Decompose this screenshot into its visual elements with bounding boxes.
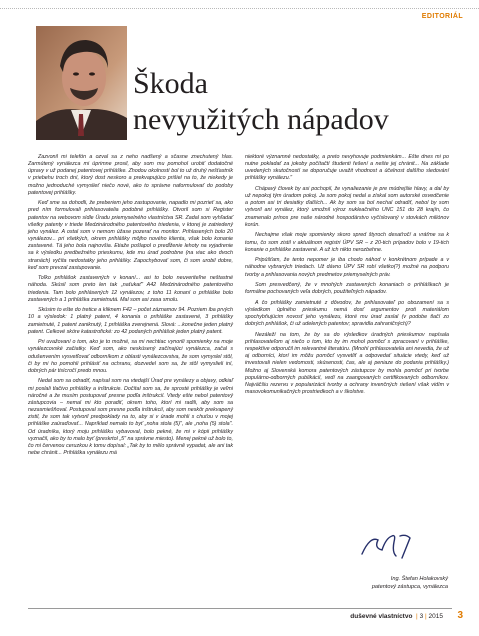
paragraph: Som presvedčený, že v mnohých zastavených konaniach o prihláškach je formálne pochovaných veľa dobrých, použiteľných nápadov. bbox=[245, 282, 449, 296]
issue-number: 3 bbox=[419, 613, 424, 620]
header-rule bbox=[0, 8, 479, 9]
signature-name: Ing. Štefan Holakovský bbox=[390, 576, 448, 582]
paragraph: Skúsim to ešte do tretice a kliknem F42 – počet záznamov 94. Pozriem iba prvých 10 a výsledok: 1 platný patent, 4 konania o prihláške zastavené, 3 prihlášky zamietnuté, 1 patent zaniknutý, 1 prihláška zverejnená. Slová: ...konečne jeden platný patent. Celkové skóre katastrofické: zo 42 podaných prihlášok jeden platný patent. bbox=[28, 307, 233, 335]
handwritten-signature bbox=[356, 530, 416, 562]
footer-rule bbox=[28, 608, 452, 609]
article-title bbox=[133, 66, 389, 138]
paragraph: Zazvonil mi telefón a ozval sa z neho nadšený a sčasne znechutený hlas. Zarmútený vynálezca mi úprimne prosil, aby som mu pomohol urobiť dodatočné úpravy v už podanej patentovej prihláške. Zhodou okolností bol to už druhý nešťastník v priebehu troch dní, ktorý dost neskoro a prekvapujúco prišiel na to, že niekedy je možno jednoduché vymyslieť niečo nové, ako to správne naformulovať do podoby patentovej prihlášky. bbox=[28, 154, 233, 196]
paragraph: Nechajme však moje spomienky skoro spred štyroch desaťročí a vráťme sa k tomu, čo som zistil v aktuálnom registri ÚPV SR – z 20-tich prípadov bolo v 19-tich konanie o prihláške zastavené. A už ich nikto nerozbehne. bbox=[245, 232, 449, 253]
paragraph: Pripúšťam, že tento nepomer je iba chodo náhod v konkrétnom prípade a v náhodne vybraných triedach. Už dávno ÚPV SR robí všetko(?) možné na podporu tvorby a prihlasovania nových predmetov priemyselných práv. bbox=[245, 257, 449, 278]
signature-block bbox=[246, 576, 448, 591]
paragraph: Nezáleží na tom, že by sa do výsledkov úradných prieskumov napísala prihlasovateľom aj niečo o tom, kto by im mohol pomôcť s zpracovaní v prihláške, respektíve odporučil im relevantné literatúru. (Mnohí prihlasovatelia ani nevedia, že už aj odborníci, ktorí im môžu pomôcť vysvetliť a odpovedať situácie vtedy, keď už investovali nielen vedomosti, skúsenosti, čas, ale aj peniaze do podania prihlášky.) Možno aj Slovenská komora patentových zástupcov by mohla pomôcť pri tvorbe populárno-odborných publikácií, vedí na zaangovaných certifikovaných odborníkov. Najväčšiu rezervu v popularizácii tvorby a ochrany invenčných riešení však vidím v masovokomunikačných prostriedkoch a v školstve. bbox=[245, 331, 449, 396]
issue-year: 2015 bbox=[428, 613, 443, 620]
left-column bbox=[28, 154, 233, 461]
paragraph: Pri uvažovaní o tom, ako je to možné, sa mi nechtiac vynorili spomienky na moje vynálezcovské začiatky. Keď som, ako neskúsený začínajúci vynálezca, začal s odušenvením vysvetľovať odborníkom z oblasti vynálezcovstva, že som vymyslel stôl, či by mi ho pomohli prihlásiť na ochranu, dozvedel som sa, že stôl vymyslieli iní, dobrých pár tisícročí predo mnou. bbox=[28, 339, 233, 374]
paragraph: Chápavý človek by asi pochopil, že vynaliezanie je pre múdrejšie hlavy, a dal by už nepokoj tým úradom pokoj. Ja som pokoj nedal a získal som autorské osvedčenie a potom asi tri desiatky ďalších... Ak by som sa bol nechal odradiť, nebol by som vytvoril ani vynález, ktorý umožnil výroz nukleačného UNC 151 do 28 krajín, čo znamenalo prínos pre naše národné hospodárstvo vyčíslovaný v stovkách miliónov korún. bbox=[245, 186, 449, 228]
author-photo bbox=[36, 26, 127, 140]
signature-role: patentový zástupca, vynálezca bbox=[371, 583, 448, 590]
section-label: EDITORIÁL bbox=[421, 13, 463, 20]
paragraph: niektoré významné nedostatky, a preto nevyhovuje podmienkám... Ešte dnes mi po nutne pokladať za jokoby počítačtí študenti řešení a nešte jej chránit... Na základe uvedených skutočností se doporučuje uvažit vhodnost a účelnost dalšího sledování prihlášky vynálezu." bbox=[245, 154, 449, 182]
paragraph: Nedal som sa odradiť, napísal som na vtedajší Úrad pre vynálezy a objavy, odkiaľ mi poslali tlačivo prihlášky a inštrukcie. Dočítal som sa, že sprosté prihlášky je veľmi náročné a že musím postupovať presne podľa inštrukcií. Vtedy ešte nebol patentový zástupcovia – nemal mi kto poradiť, okrem toho, ktorí mi radili, aby som sa nezasmiešňoval. Postupoval som presne podľa inštrukcií, aby som neskôr prekvapený zistil, že som tak vytvoril predpoklady na to, aby si v úrade mohli s chuťou v mojej prihláške zaúraďovať... Napríklad nemalo to byť „noha stola (5)", ale „noha (5) stola". Od úradníka, ktorý moju prihlášku vybavoval, bolo pekné, že mi v kópii prihlášky vyznačil, ako by to malo byť (preskrtol „5" na správne miesto). Menej pekné už bolo to, čo mi červenou ceruzkou k tomu dopísal: „Tak by to mělo správně vypadat, ale ani tak nebe chránit... Prihláška vynálezu má bbox=[28, 378, 233, 457]
right-column bbox=[245, 154, 449, 400]
publication-name: duševné vlastníctvo bbox=[350, 613, 413, 620]
title-line-2: nevyužitých nápadov bbox=[133, 103, 389, 136]
footer-separator: | bbox=[414, 613, 420, 620]
page-number: 3 bbox=[457, 610, 463, 621]
title-line-1: Škoda bbox=[133, 67, 208, 100]
footer-separator: | bbox=[423, 613, 429, 620]
paragraph: Toľko prihlášok zastavených v konaní... asi to bolo neuveriteľne neštastné náhoda. Skúsil som preto len tak „naťukať" A42 Medzinárodného patentového triedenia. Tam bolo prihlásených 12 vynálezov, z toho 11 konaní o prihláške bolo zastavených a 1 prihláška zamietnutá. Mal som asi zasa smolu. bbox=[28, 275, 233, 303]
paragraph: Keď sme sa dohodli, že preberiem jeho zastupovanie, napadlo mi pozrieť sa, ako pred ním formulovali prihlasovatelia podobné prihlášky. Otvoril som si Register patentov na webovom sídle Úradu priemyselného vlastníctva SR. Zadal som vyhľadať všetky patenty v triede Medzinárodného patentového triedenia, v ktorej je zatriedený jeho vynález. A ostal som v nemom úžase pozerať na monitor. Prihlasených bolo 20 vynálezov... pri všetkých, okrem prihlášky môjho nového klienta, však bolo konanie zastavené. Tá jeho bola najnovšia. Etiaže pošlapol o predĺženie lehoty na vyjadrenie sa k výsledku predbežného prieskumu, kde mu úrad podrobne (na viac ako dvoch stranách) vyčíta nedostatky jeho prihlášky. Zapochybovať som, či som urobil dobre, keď som prevzal zastupovanie. bbox=[28, 200, 233, 271]
footer bbox=[350, 612, 452, 622]
paragraph: A čo prihlášky zamietnuté z dôvodov, že prihlasovateľ po obozamení sa s výsledkom úplného prieskumu nemá dosť argumentov proti materiálom spochybňujúcim novosť jeho vynálezu, ktoré mu úrad zaslal (v podobe tlačí zo dobrých prihlášok, či už udelených patentov; spravidla zahraničných)? bbox=[245, 299, 449, 328]
